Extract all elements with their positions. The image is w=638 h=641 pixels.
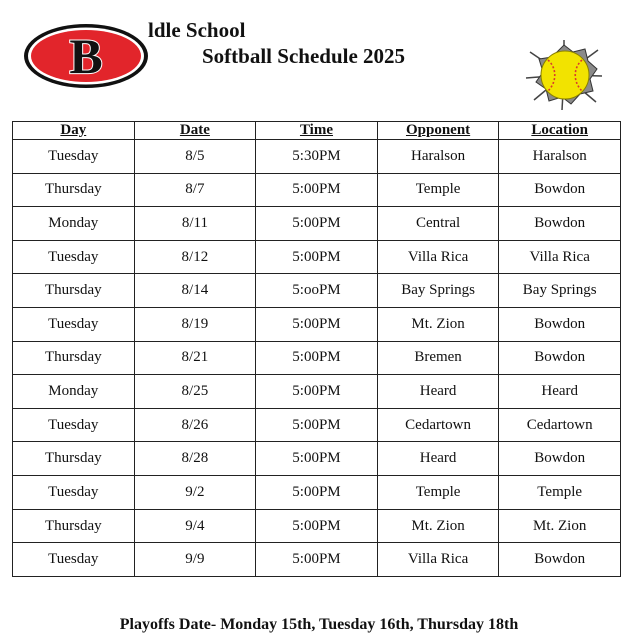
- cell-day: Tuesday: [13, 308, 135, 342]
- cell-location: Bowdon: [499, 543, 621, 577]
- softball-icon: [524, 38, 604, 112]
- cell-opponent: Mt. Zion: [377, 308, 499, 342]
- table-row: [13, 509, 621, 543]
- cell-time: 5:00PM: [256, 509, 378, 543]
- cell-time: 5:00PM: [256, 308, 378, 342]
- cell-location: Cedartown: [499, 408, 621, 442]
- cell-day: Monday: [13, 375, 135, 409]
- table-row: [13, 442, 621, 476]
- cell-date: 8/11: [134, 207, 256, 241]
- table-row: [13, 375, 621, 409]
- cell-location: Heard: [499, 375, 621, 409]
- column-header-time: Time: [256, 122, 378, 140]
- table-header-row: [13, 122, 621, 140]
- cell-location: Temple: [499, 476, 621, 510]
- cell-day: Thursday: [13, 173, 135, 207]
- column-header-opponent: Opponent: [377, 122, 499, 140]
- cell-day: Tuesday: [13, 408, 135, 442]
- cell-time: 5:00PM: [256, 543, 378, 577]
- cell-date: 9/4: [134, 509, 256, 543]
- cell-time: 5:00PM: [256, 207, 378, 241]
- table-row: [13, 543, 621, 577]
- schedule-title: Softball Schedule 2025: [202, 44, 406, 68]
- cell-date: 8/26: [134, 408, 256, 442]
- table-row: [13, 140, 621, 174]
- cell-day: Thursday: [13, 341, 135, 375]
- cell-location: Bay Springs: [499, 274, 621, 308]
- cell-time: 5:30PM: [256, 140, 378, 174]
- cell-date: 8/25: [134, 375, 256, 409]
- cell-opponent: Haralson: [377, 140, 499, 174]
- cell-opponent: Heard: [377, 375, 499, 409]
- cell-opponent: Cedartown: [377, 408, 499, 442]
- column-header-day: Day: [13, 122, 135, 140]
- cell-day: Thursday: [13, 274, 135, 308]
- cell-day: Thursday: [13, 442, 135, 476]
- table-row: [13, 476, 621, 510]
- cell-opponent: Mt. Zion: [377, 509, 499, 543]
- cell-date: 8/5: [134, 140, 256, 174]
- table-row: [13, 308, 621, 342]
- cell-time: 5:00PM: [256, 240, 378, 274]
- cell-time: 5:00PM: [256, 173, 378, 207]
- cell-date: 8/7: [134, 173, 256, 207]
- table-row: [13, 341, 621, 375]
- table-row: [13, 408, 621, 442]
- cell-opponent: Heard: [377, 442, 499, 476]
- cell-location: Haralson: [499, 140, 621, 174]
- cell-date: 8/14: [134, 274, 256, 308]
- cell-opponent: Temple: [377, 476, 499, 510]
- cell-date: 9/2: [134, 476, 256, 510]
- cell-opponent: Bremen: [377, 341, 499, 375]
- school-title: ldle School: [148, 18, 246, 42]
- cell-day: Tuesday: [13, 140, 135, 174]
- table-row: [13, 173, 621, 207]
- cell-time: 5:00PM: [256, 442, 378, 476]
- cell-location: Bowdon: [499, 308, 621, 342]
- cell-location: Mt. Zion: [499, 509, 621, 543]
- cell-time: 5:ooPM: [256, 274, 378, 308]
- logo-letter: B: [69, 28, 103, 84]
- cell-location: Bowdon: [499, 341, 621, 375]
- cell-opponent: Villa Rica: [377, 543, 499, 577]
- cell-opponent: Bay Springs: [377, 274, 499, 308]
- cell-day: Tuesday: [13, 240, 135, 274]
- cell-time: 5:00PM: [256, 375, 378, 409]
- schedule-table: [12, 121, 621, 577]
- cell-location: Bowdon: [499, 442, 621, 476]
- cell-day: Monday: [13, 207, 135, 241]
- cell-opponent: Villa Rica: [377, 240, 499, 274]
- cell-date: 8/28: [134, 442, 256, 476]
- cell-time: 5:00PM: [256, 341, 378, 375]
- cell-opponent: Temple: [377, 173, 499, 207]
- cell-location: Bowdon: [499, 207, 621, 241]
- school-b-logo-icon: [22, 22, 150, 90]
- column-header-date: Date: [134, 122, 256, 140]
- table-row: [13, 274, 621, 308]
- table-row: [13, 207, 621, 241]
- cell-day: Tuesday: [13, 543, 135, 577]
- cell-date: 8/21: [134, 341, 256, 375]
- cell-location: Villa Rica: [499, 240, 621, 274]
- cell-opponent: Central: [377, 207, 499, 241]
- cell-date: 9/9: [134, 543, 256, 577]
- column-header-location: Location: [499, 122, 621, 140]
- cell-date: 8/12: [134, 240, 256, 274]
- playoffs-note: Playoffs Date- Monday 15th, Tuesday 16th, Thursday 18th: [119, 616, 519, 633]
- cell-time: 5:00PM: [256, 476, 378, 510]
- cell-time: 5:00PM: [256, 408, 378, 442]
- cell-location: Bowdon: [499, 173, 621, 207]
- cell-day: Thursday: [13, 509, 135, 543]
- cell-date: 8/19: [134, 308, 256, 342]
- table-row: [13, 240, 621, 274]
- cell-day: Tuesday: [13, 476, 135, 510]
